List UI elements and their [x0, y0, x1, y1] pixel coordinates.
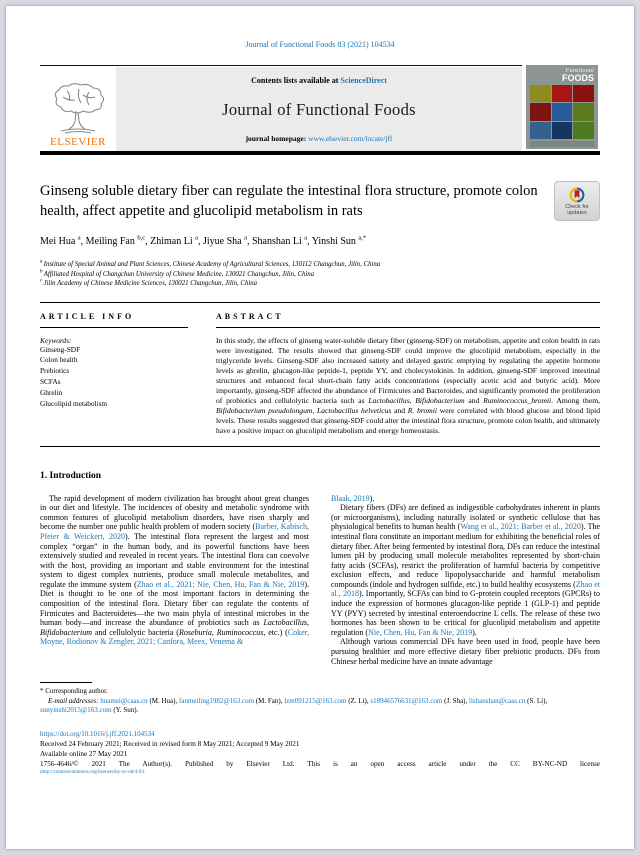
check-updates-label: Check for updates	[565, 203, 589, 216]
info-abstract-section	[40, 303, 600, 447]
masthead	[40, 65, 600, 155]
doi-link[interactable]: https://doi.org/10.1016/j.jff.2021.104534	[40, 729, 155, 738]
email-addresses: E-mail addresses: huamei@caas.cn (M. Hua), fanmeiling1982@163.com (M. Fan), lzm091215@163.com (Z. Li), s18946576631@163.com (J. Sha), lishanshan@caas.cn (S. Li), sunyinshi2015@163.com (Y. Sun).	[40, 696, 548, 715]
corresponding-author-note: * Corresponding author.	[40, 687, 108, 696]
abstract-text: In this study, the effects of ginseng water-soluble dietary fiber (ginseng-SDF) on metabolism, appetite and colon health in rats were investigated. The results showed that ginseng-SDF could improve the glucolipid metabolism, especially in the triglyceride levels. Ginseng-SDF also increased satiety and delayed gastric emptying by regulating the appetite hormone levels as ghrelin, glucagon-like peptide-1, peptide YY, and cholecystokinin. In addition, ginseng-SDF improved intestinal structures and enhanced fecal short-chain fatty acids concentrations (especially acetic acid and butyric acid). More importantly, ginseng-SDF affected the abundance of Firmicutes and Bacteroides, and significantly promoted the proliferation of probiotics and cellulolytic bacteria such as Lactobacillus, Bifidobacterium and Ruminococcus_bromii. Among them, Bifidobacterium pseudolongum, Lactobacillus helveticus and R. bromii were correlated with blood glucose and blood lipid levels. These results suggested that ginseng-SDF could alter the intestinal flora structure, promote colon health, and ultimately have a positive impact on glucolipid metabolism and energy homeostasis.	[216, 335, 601, 435]
author-list: Mei Hua $^a$, Meiling Fan $^{b,c}$, Zhiman Li $^a$, Jiyue Sha $^a$, Shanshan Li $^a$, Yinshi Sun $^{a,*}$	[40, 234, 367, 247]
footnote-rule	[40, 682, 92, 683]
masthead-main	[40, 65, 522, 151]
cover-tile	[552, 122, 573, 139]
inline-link[interactable]: Zhao et al., 2018	[331, 579, 600, 599]
sciencedirect-link[interactable]: ScienceDirect	[340, 76, 387, 85]
body-paragraph: Blaak, 2019).	[331, 493, 375, 503]
homepage-line	[122, 134, 516, 143]
elsevier-logo	[40, 67, 116, 151]
title-row	[40, 181, 600, 221]
available-online: Available online 27 May 2021	[40, 749, 128, 758]
inline-link[interactable]: Zhao et al., 2021; Nie, Chen, Hu, Fan & Nie, 2019	[136, 579, 305, 589]
elsevier-tree-icon	[49, 83, 107, 135]
cover-tile	[573, 103, 594, 120]
inline-link[interactable]: lishanshan@caas.cn	[469, 696, 526, 705]
article-info-column	[40, 312, 188, 436]
cover-tile	[573, 85, 594, 102]
affiliations	[40, 260, 600, 289]
keyword-item: Ginseng-SDF	[40, 344, 81, 354]
introduction-heading: 1. Introduction	[40, 470, 102, 481]
footnote-block	[40, 682, 600, 716]
article-info-rule	[40, 327, 188, 328]
affiliation-line: $^c$ Jilin Academy of Chinese Medicine Sciences, 130021 Changchun, Jilin, China	[40, 278, 258, 288]
inline-link[interactable]: Coker, Moyne, Rodionov & Zengler, 2021; Canfora, Meex, Venema &	[40, 627, 310, 647]
keyword-item: SCFAs	[40, 377, 61, 387]
body-column-left	[40, 494, 309, 667]
keywords-label: Keywords:	[40, 335, 72, 345]
contents-line	[122, 76, 516, 85]
keyword-item: Prebiotics	[40, 366, 70, 376]
journal-banner	[116, 67, 522, 151]
journal-name: Journal of Functional Foods	[222, 99, 416, 119]
check-updates-icon	[569, 187, 585, 203]
inline-link[interactable]: lzm091215@163.com	[284, 696, 347, 705]
copyright-line: 1756-4646/© 2021 The Author(s). Published by Elsevier Ltd. This is an open access article under the CC BY-NC-ND license	[40, 759, 600, 768]
cover-bottom-strip	[530, 141, 594, 147]
abstract-column	[216, 312, 600, 436]
homepage-label: journal homepage:	[245, 134, 309, 143]
cover-title-bold: FOODS	[561, 73, 594, 83]
cover-tile	[573, 122, 594, 139]
cover-tile	[530, 122, 551, 139]
body-paragraph: Dietary fibers (DFs) are defined as indigestible carbohydrates inherent in plants (or microorganisms), including naturally isolated or synthetic cellulose that has physiological benefits to human health (Wang et al., 2021; Barber et al., 2020). The intestinal flora constitute an important medium for exhibiting the beneficial roles of dietary fiber. After being fermented by intestinal flora, DFs can reduce the intestinal lumen pH by producing small molecule metabolites represented by short-chain fatty acids (SCFAs), restrict the proliferation of harmful bacteria by competitive exclusion effects, and reduce lipopolysaccharide and harmful metabolism compounds (indole and hydrogen sulfide, etc.) to build healthy ecosystems (Zhao et al., 2018). Importantly, SCFAs can bind to G-protein coupled receptors (GPCRs) to induce the expression of hormones glucagon-like peptide 1 (GLP-1) and peptide YY (PYY) secreted by intestinal enteroendocrine L cells. The release of these two hormones has been shown to be critical for glucolipid metabolism and appetite regulation (Nie, Chen, Hu, Fan & Nie, 2019).	[331, 503, 601, 637]
keywords-list	[40, 345, 188, 411]
inline-link[interactable]: Barber, Kabisch, Pfeier & Weickert, 2020	[40, 522, 309, 541]
journal-cover	[526, 65, 598, 149]
received-dates: Received 24 February 2021; Received in revised form 8 May 2021; Accepted 9 May 2021	[40, 739, 300, 748]
license-link[interactable]: (http://creativecommons.org/licenses/by-nc-nd/4.0/).	[40, 769, 146, 775]
journal-cover-thumbnail[interactable]	[526, 65, 600, 151]
inline-link[interactable]: huamei@caas.cn	[100, 696, 148, 705]
cover-tile	[530, 85, 551, 102]
article-title: Ginseng soluble dietary fiber can regulate the intestinal flora structure, promote colon health, affect appetite and glucolipid metabolism in rats	[40, 183, 538, 219]
affiliation-line: $^b$ Affiliated Hospital of Changchun University of Chinese Medicine, 130021 Changchun, Jilin, China	[40, 269, 315, 278]
paper-page	[6, 6, 634, 849]
elsevier-wordmark: ELSEVIER	[50, 136, 106, 148]
keyword-item: Ghrelin	[40, 388, 63, 398]
body-paragraph: The rapid development of modern civilization has brought about great changes in our diet and lifestyle. The incidences of obesity and metabolic syndrome with common features of glucolipid metabolism disorders, have risen sharply and become the number one public health problem of modern society (Barber, Kabisch, Pfeier & Weickert, 2020). The intestinal flora represent the largest and most complex “organ” in the human body, and its powerful functions have been extensively studied and revealed in recent years. The intestinal flora can coevolve with the host, providing an important and stable environment for the intestinal system to digest complex nutrients, produce small molecule metabolites, and regulate the immune system (Zhao et al., 2021; Nie, Chen, Hu, Fan & Nie, 2019). Diet is thought to be one of the most important factors in determining the composition of the intestinal flora. Dietary fiber can regulate the contents of Firmicutes and Bacteroidetes—the two main phyla of intestinal microbes in the human body—and increase the abundance of probiotics such as Lactobacillus, Bifidobacterium and cellulolytic bacteria (Roseburia, Ruminococcus, etc.) (Coker, Moyne, Rodionov & Zengler, 2021; Canfora, Meex, Venema &	[40, 493, 310, 647]
journal-citation-header[interactable]: Journal of Functional Foods 83 (2021) 104534	[245, 40, 395, 49]
article-info-heading: ARTICLE INFO	[40, 311, 135, 321]
cover-tile	[552, 103, 573, 120]
keyword-item: Glucolipid metabolism	[40, 399, 108, 409]
inline-link[interactable]: Nie, Chen, Hu, Fan & Nie, 2019	[368, 627, 473, 637]
check-for-updates-badge[interactable]	[554, 181, 600, 221]
contents-prefix: Contents lists available at	[251, 76, 341, 85]
abstract-heading: ABSTRACT	[216, 311, 284, 321]
inline-link[interactable]: sunyinshi2015@163.com	[40, 706, 112, 715]
keyword-item: Colon health	[40, 355, 78, 365]
cover-tile	[530, 103, 551, 120]
body-paragraph: Although various commercial DFs have been used in food, people have been pursuing healthier and more effective dietary fiber prebiotic products. DFs from Chinese herbal medicine have an innate advantage	[331, 637, 600, 666]
cover-tile-grid	[530, 85, 594, 139]
cover-tile	[552, 85, 573, 102]
homepage-link[interactable]: www.elsevier.com/locate/jff	[308, 134, 393, 143]
cover-title-script: Functional	[565, 67, 594, 74]
footer-block	[40, 729, 600, 777]
affiliation-line: $^a$ Institute of Special Animal and Plant Sciences, Chinese Academy of Agricultural Sciences, 130112 Changchun, Jilin, China	[40, 259, 381, 268]
body-column-right	[331, 494, 600, 667]
inline-link[interactable]: fanmeiling1982@163.com	[179, 696, 255, 705]
inline-link[interactable]: Blaak, 2019	[331, 493, 370, 503]
body-columns	[40, 494, 600, 667]
inline-link[interactable]: s18946576631@163.com	[370, 696, 443, 705]
abstract-rule	[216, 327, 600, 328]
inline-link[interactable]: Wang et al., 2021; Barber et al., 2020	[460, 522, 581, 532]
